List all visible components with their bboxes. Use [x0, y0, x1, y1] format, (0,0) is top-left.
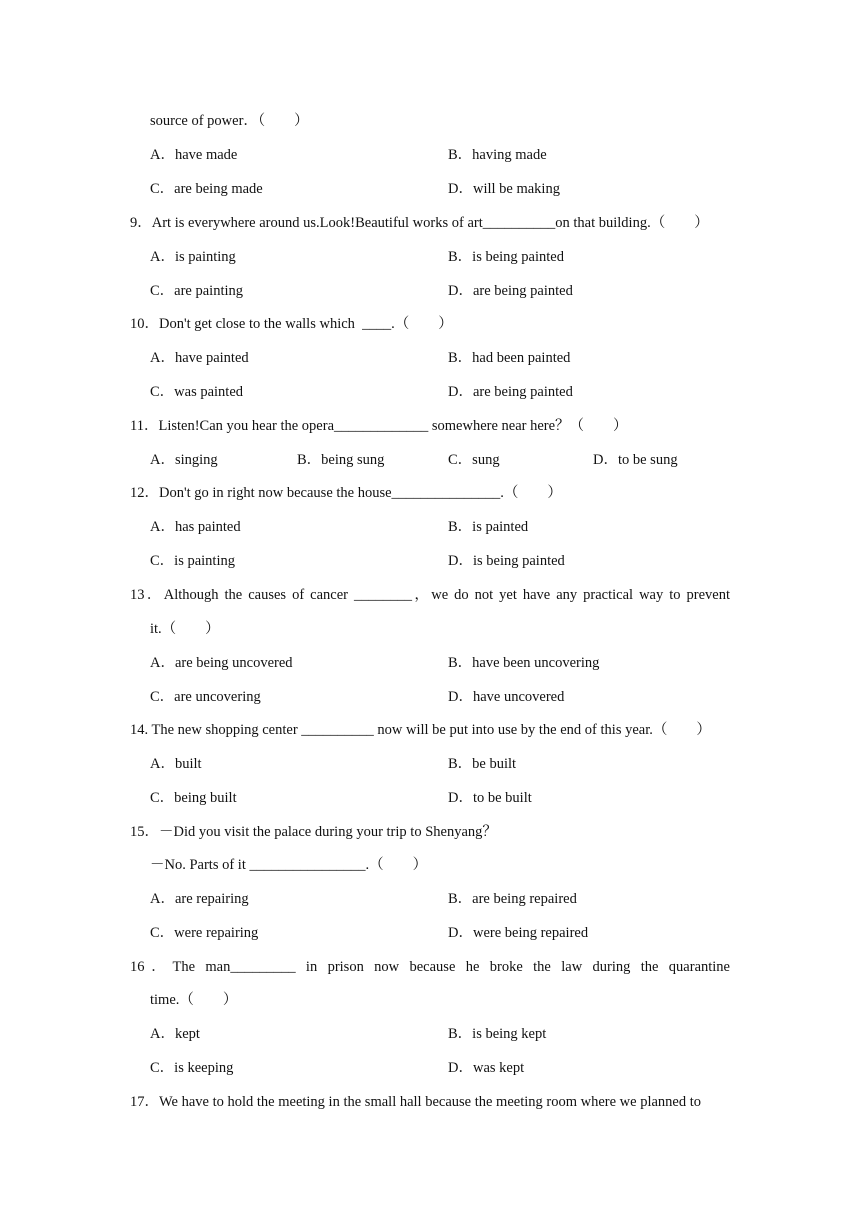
q10-option-b: B．had been painted: [448, 350, 571, 366]
question-16-stem: 16．The man_________ in prison now because he broke the law during the quarantine: [130, 959, 730, 975]
q8-option-d: D．will be making: [448, 181, 560, 197]
question-15-reply: －No. Parts of it ________________.（ ）: [150, 857, 428, 873]
q13-option-b: B．have been uncovering: [448, 655, 600, 671]
question-11-stem: 11．Listen!Can you hear the opera_____________ somewhere near here？（ ）: [130, 418, 628, 434]
q10-option-d: D．are being painted: [448, 384, 573, 400]
q8-option-b: B．having made: [448, 147, 547, 163]
q8-option-a: A．have made: [150, 147, 238, 163]
q11-option-d: D．to be sung: [593, 452, 678, 468]
question-10-stem: 10．Don't get close to the walls which ____.（ ）: [130, 316, 453, 332]
question-16-stem-end: time.（ ）: [150, 992, 238, 1008]
q14-option-b: B．be built: [448, 756, 517, 772]
q9-option-d: D．are being painted: [448, 283, 573, 299]
q13-option-a: A．are being uncovered: [150, 655, 293, 671]
question-14-stem: 14. The new shopping center __________ now will be put into use by the end of this year.（ ）: [130, 722, 711, 738]
q13-option-d: D．have uncovered: [448, 689, 565, 705]
q9-option-b: B．is being painted: [448, 249, 564, 265]
q14-option-a: A．built: [150, 756, 202, 772]
q12-option-d: D．is being painted: [448, 553, 565, 569]
q15-option-d: D．were being repaired: [448, 925, 589, 941]
q10-option-a: A．have painted: [150, 350, 249, 366]
q15-option-c: C．were repairing: [150, 925, 259, 941]
question-12-stem: 12．Don't go in right now because the house_______________.（ ）: [130, 485, 562, 501]
q8-option-c: C．are being made: [150, 181, 263, 197]
q16-option-b: B．is being kept: [448, 1026, 547, 1042]
q16-option-d: D．was kept: [448, 1060, 525, 1076]
q14-option-d: D．to be built: [448, 790, 532, 806]
question-13-stem: 13．Although the causes of cancer ________，we do not yet have any practical way to prevent: [130, 587, 730, 603]
q9-option-c: C．are painting: [150, 283, 244, 299]
q12-option-b: B．is painted: [448, 519, 529, 535]
q11-option-a: A．singing: [150, 452, 218, 468]
question-15-stem: 15．－Did you visit the palace during your trip to Shenyang？: [130, 824, 497, 840]
question-9-stem: 9．Art is everywhere around us.Look!Beautiful works of art__________on that building.（ ）: [130, 215, 709, 231]
q12-option-c: C．is painting: [150, 553, 235, 569]
q9-option-a: A．is painting: [150, 249, 236, 265]
q16-option-c: C．is keeping: [150, 1060, 234, 1076]
q15-option-a: A．are repairing: [150, 891, 249, 907]
question-17-stem: 17．We have to hold the meeting in the small hall because the meeting room where we planned to: [130, 1094, 702, 1110]
q10-option-c: C．was painted: [150, 384, 244, 400]
q14-option-c: C．being built: [150, 790, 237, 806]
q15-option-b: B．are being repaired: [448, 891, 577, 907]
question-13-stem-end: it.（ ）: [150, 621, 220, 637]
q11-option-c: C．sung: [448, 452, 500, 468]
q12-option-a: A．has painted: [150, 519, 241, 535]
question-8-stem-end: source of power．（ ）: [150, 113, 309, 129]
q16-option-a: A．kept: [150, 1026, 200, 1042]
q13-option-c: C．are uncovering: [150, 689, 261, 705]
q11-option-b: B．being sung: [297, 452, 385, 468]
